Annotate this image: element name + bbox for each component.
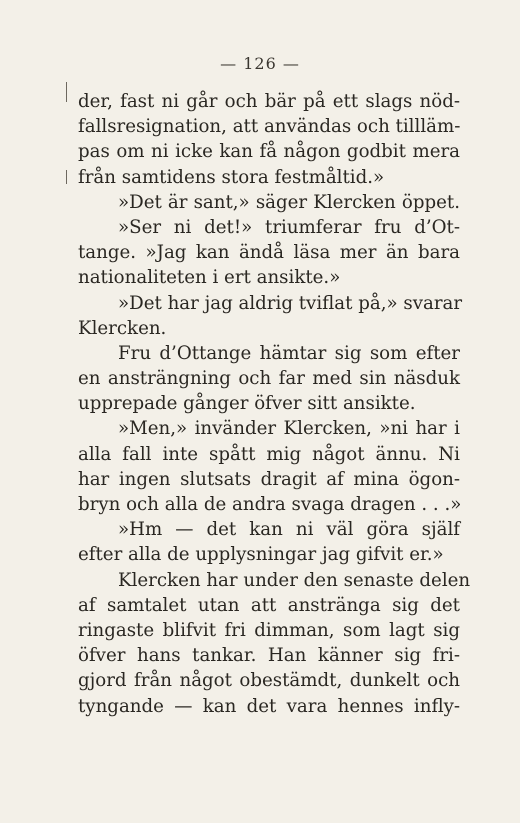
text-line: pas om ni icke kan få någon godbit mera: [78, 141, 460, 163]
text-line: Klercken har under den senaste delen: [118, 569, 471, 591]
text-line: efter alla de upplysningar jag gifvit er.»: [78, 544, 444, 566]
page-number-header: — 126 —: [220, 54, 300, 73]
text-line: ringaste blifvit fri dimman, som lagt sig: [78, 619, 460, 641]
text-line: tange. »Jag kan ändå läsa mer än bara: [78, 242, 460, 264]
text-line: der, fast ni går och bär på ett slags nöd-: [78, 91, 460, 112]
text-line: tyngande — kan det vara hennes infly-: [78, 695, 460, 717]
text-line: »Det har jag aldrig tviflat på,» svarar: [118, 292, 463, 314]
text-line: Fru d’Ottange hämtar sig som efter: [118, 342, 460, 364]
text-line: fallsresignation, att användas och tillläm-: [78, 116, 461, 138]
margin-mark: [66, 82, 67, 102]
text-line: »Hm — det kan ni väl göra själf: [118, 519, 460, 541]
text-line: »Ser ni det!» triumferar fru d’Ot-: [118, 216, 460, 238]
text-line: upprepade gånger öfver sitt ansikte.: [78, 393, 416, 415]
text-line: »Det är sant,» säger Klercken öppet.: [118, 191, 460, 213]
body-text: [78, 89, 471, 719]
text-line: nationaliteten i ert ansikte.»: [78, 267, 341, 289]
text-line: af samtalet utan att anstränga sig det: [78, 594, 460, 616]
text-line: alla fall inte spått mig något ännu. Ni: [78, 443, 460, 465]
text-line: bryn och alla de andra svaga dragen . . .»: [78, 494, 462, 515]
margin-mark: [66, 170, 67, 184]
text-line: en ansträngning och far med sin näsduk: [78, 368, 460, 390]
text-line: från samtidens stora festmåltid.»: [78, 166, 385, 188]
text-line: »Men,» invänder Klercken, »ni har i: [118, 418, 460, 440]
text-line: Klercken.: [78, 317, 167, 339]
text-line: öfver hans tankar. Han känner sig fri-: [78, 645, 460, 667]
text-line: har ingen slutsats dragit af mina ögon-: [78, 468, 460, 490]
text-line: gjord från något obestämdt, dunkelt och: [78, 670, 460, 692]
